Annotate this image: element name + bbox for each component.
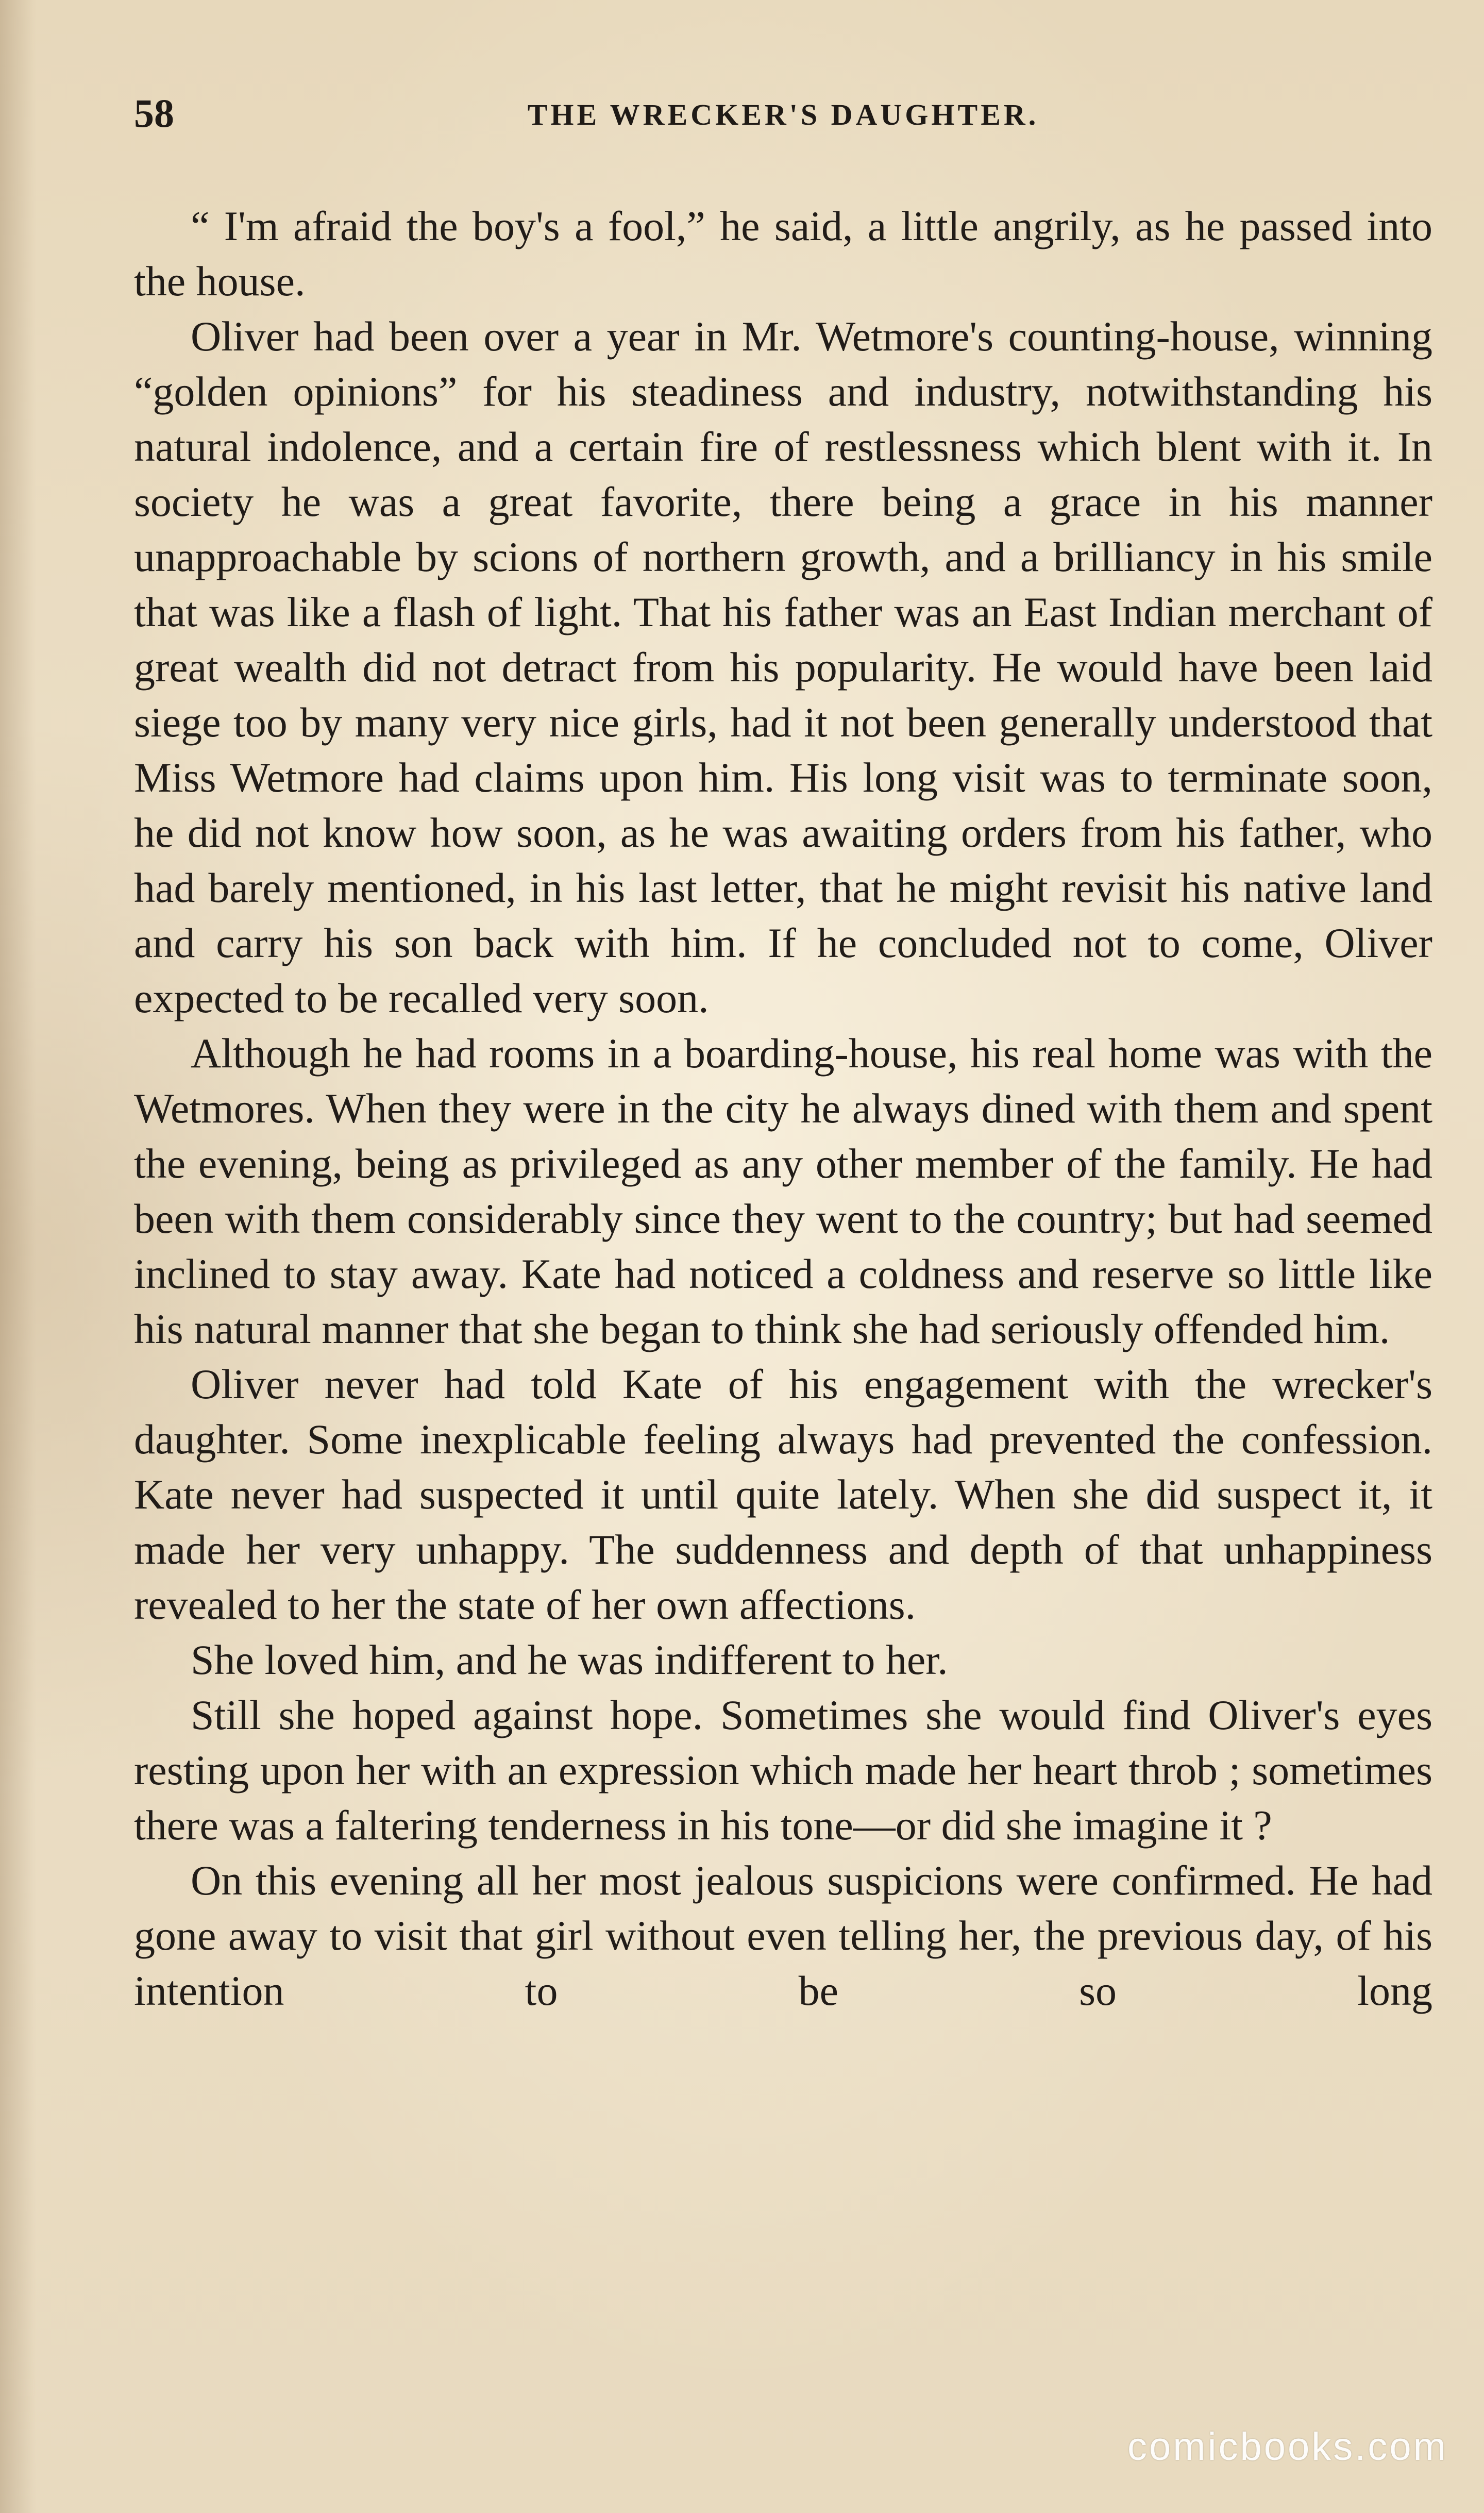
watermark: comicbooks.com xyxy=(1127,2425,1448,2469)
paragraph: Still she hoped against hope. Sometimes she would find Oliver's eyes resting upon her with an expression which made her heart throb ; sometimes there was a faltering tenderness in his tone—or did she imagine it ? xyxy=(134,1691,1432,1849)
paragraph: Oliver never had told Kate of his engagement with the wrecker's daughter. Some inexplicable feeling always had prevented the confession. Kate never had suspected it until quite lately. When she did suspect it, it made her very unhappy. The suddenness and depth of that unhappiness revealed to her the state of her own affections. xyxy=(134,1361,1432,1628)
page-gutter-shadow xyxy=(0,0,36,2513)
paragraph: Oliver had been over a year in Mr. Wetmore's counting-house, winning “golden opinions” for his steadiness and industry, notwithstanding his natural indolence, and a certain fire of restlessness which blent with it. In society he was a great favorite, there being a grace in his manner unapproachable by scions of northern growth, and a brilliancy in his smile that was like a flash of light. That his father was an East Indian merchant of great wealth did not detract from his popularity. He would have been laid siege too by many very nice girls, had it not been generally understood that Miss Wetmore had claims upon him. His long visit was to terminate soon, he did not know how soon, as he was awaiting orders from his father, who had barely mentioned, in his last letter, that he might revisit his native land and carry his son back with him. If he concluded not to come, Oliver expected to be recalled very soon. xyxy=(134,313,1432,1021)
paragraph: “ I'm afraid the boy's a fool,” he said, a little angrily, as he passed into the house. xyxy=(134,203,1432,305)
running-title: THE WRECKER'S DAUGHTER. xyxy=(527,98,1039,131)
paragraph-continues: On this evening all her most jealous suspicions were confirmed. He had gone away to visit that girl without even telling her, the previous day, of his intention to be so long xyxy=(134,1857,1432,2014)
paragraph: She loved him, and he was indifferent to her. xyxy=(191,1636,948,1683)
body-text xyxy=(134,198,1432,2018)
page-header xyxy=(134,93,1432,134)
paragraph: Although he had rooms in a boarding-house, his real home was with the Wetmores. When they were in the city he always dined with them and spent the evening, being as privileged as any other member of the family. He had been with them considerably since they went to the country; but had seemed inclined to stay away. Kate had noticed a coldness and reserve so little like his natural manner that she began to think she had seriously offended him. xyxy=(134,1030,1432,1352)
page-number: 58 xyxy=(134,91,174,136)
